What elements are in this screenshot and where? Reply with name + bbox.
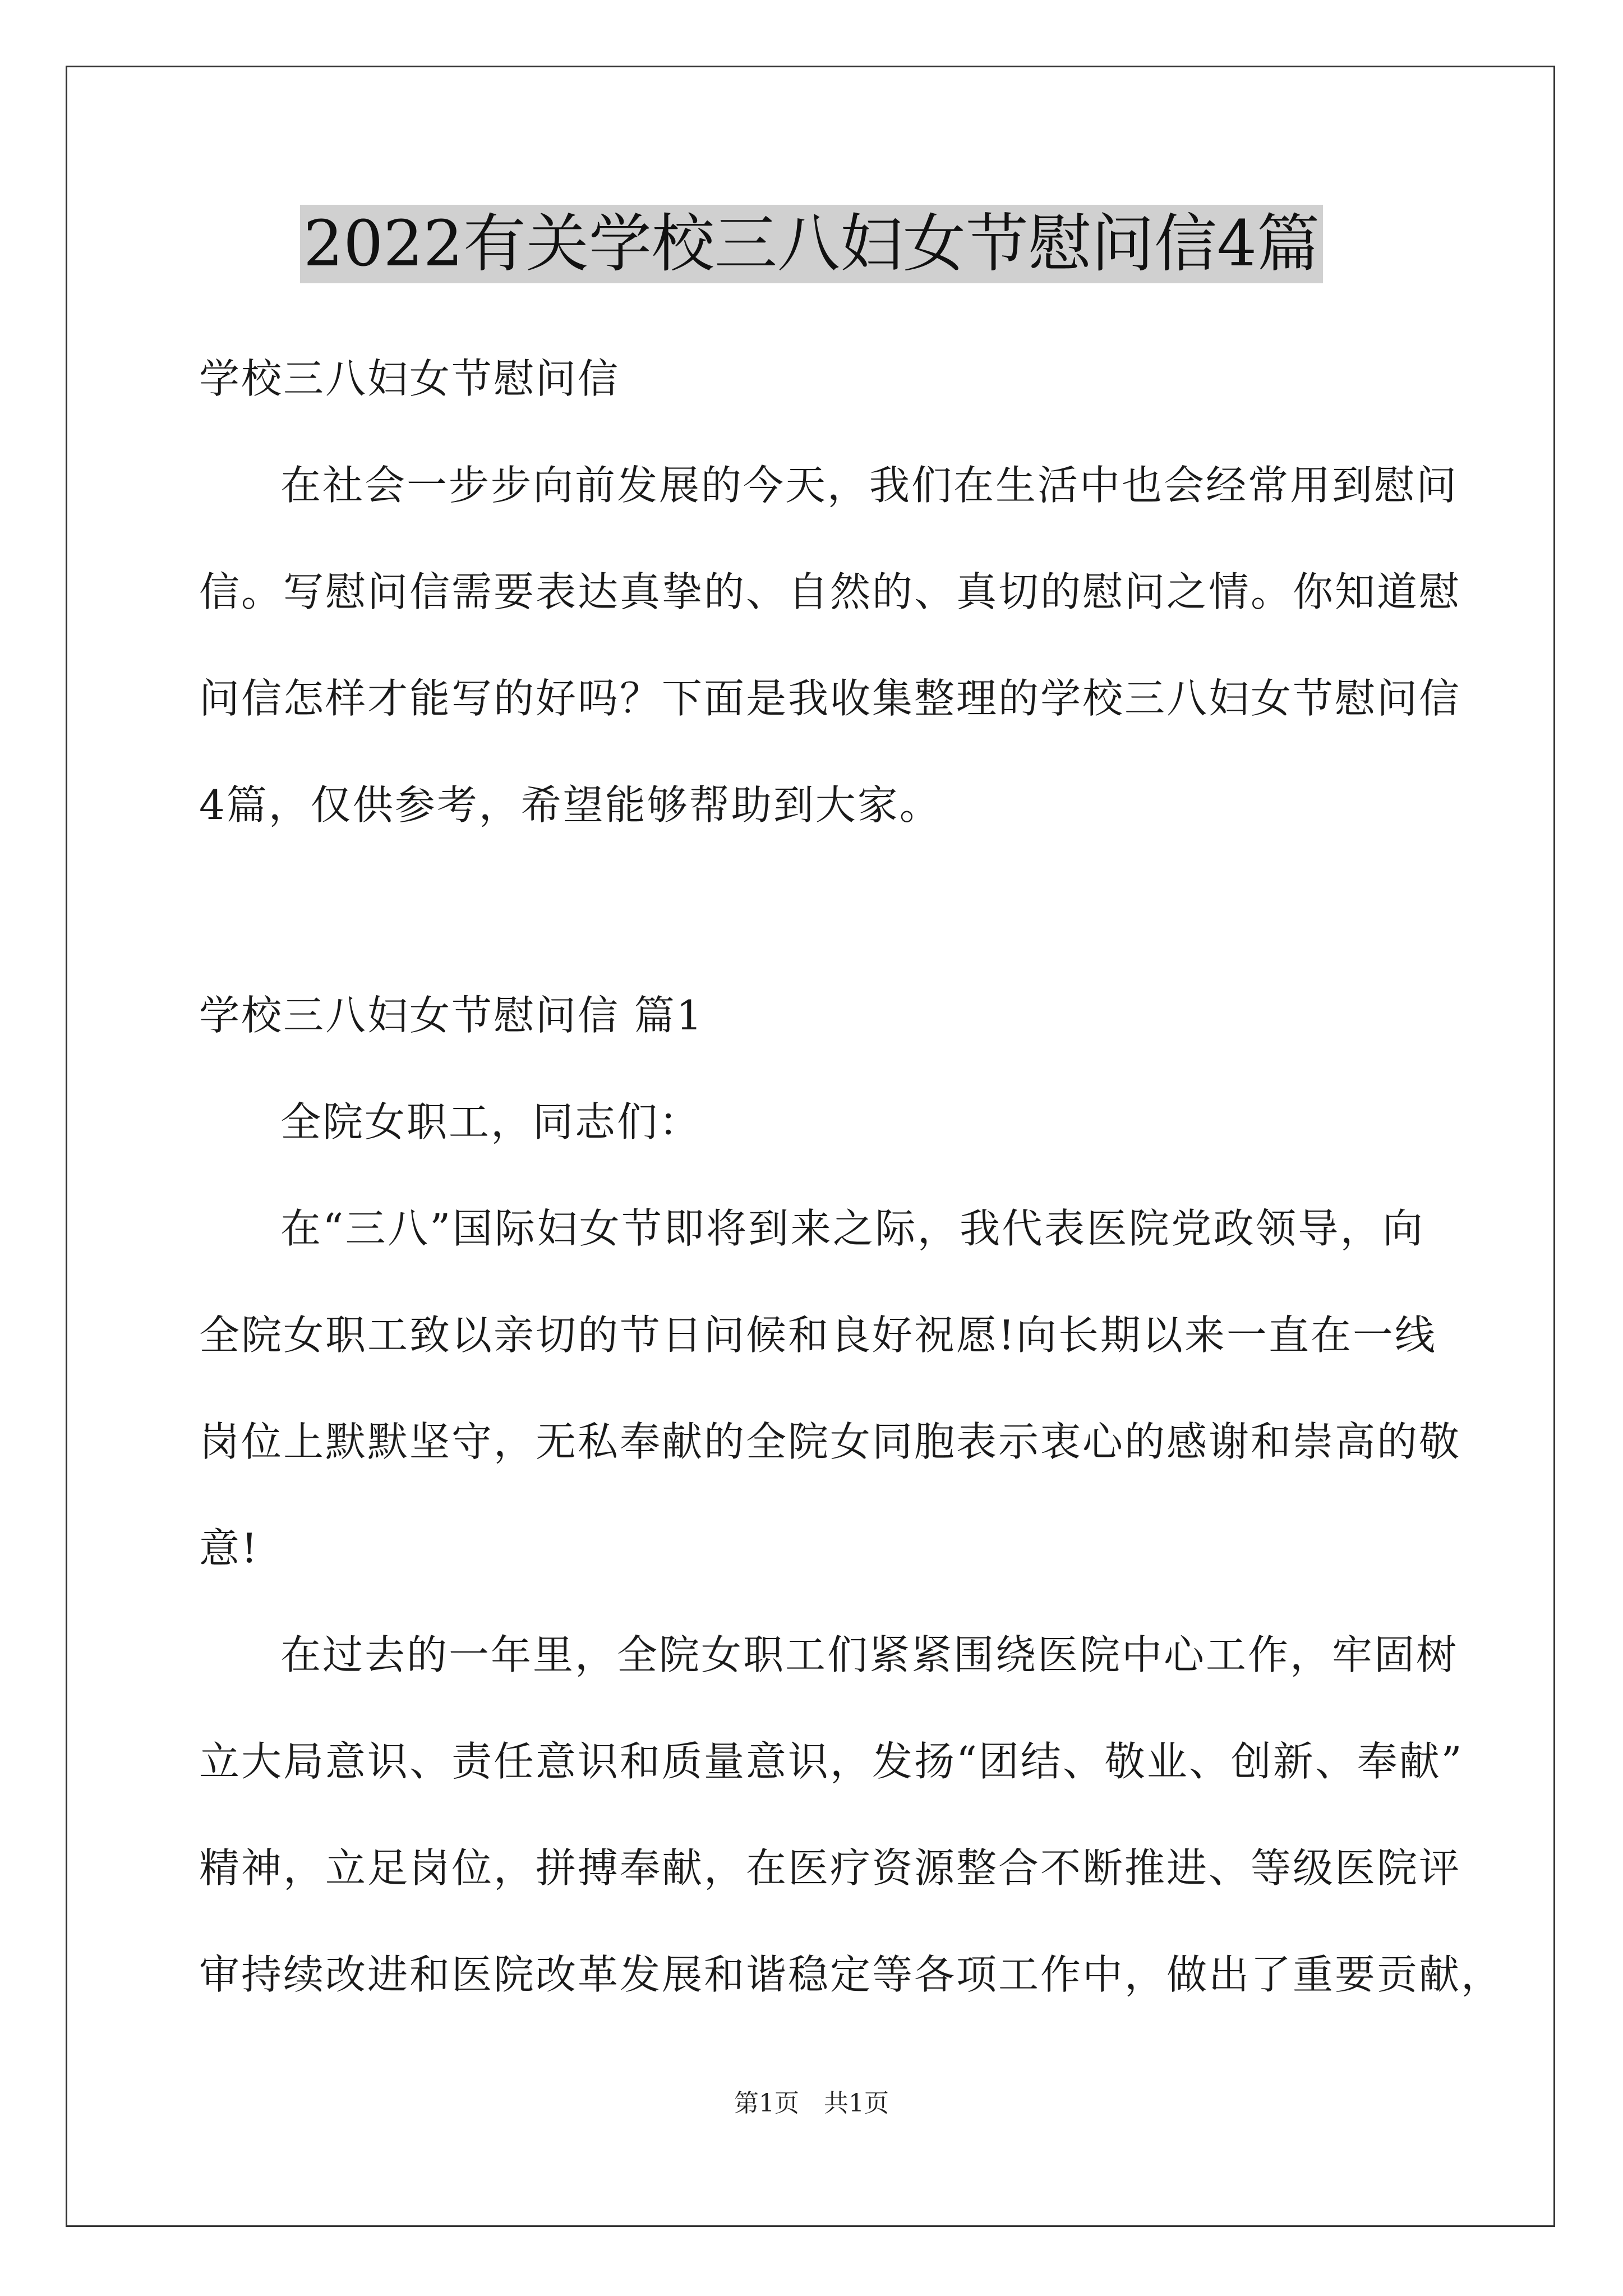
paragraph-line: 在过去的一年里，全院女职工们紧紧围绕医院中心工作，牢固树 — [280, 1631, 1459, 1678]
paragraph-line: 审持续改进和医院改革发展和谐稳定等各项工作中，做出了重要贡献， — [199, 1951, 1504, 1998]
document-title: 2022有关学校三八妇女节慰问信4篇 — [300, 205, 1323, 283]
paragraph-line: 精神，立足岗位，拼搏奉献，在医疗资源整合不断推进、等级医院评 — [199, 1844, 1461, 1892]
paragraph-line: 岗位上默默坚守，无私奉献的全院女同胞表示衷心的感谢和崇高的敬 — [199, 1418, 1461, 1465]
paragraph-line: 在社会一步步向前发展的今天，我们在生活中也会经常用到慰问 — [280, 462, 1459, 509]
paragraph-line: 全院女职工致以亲切的节日问候和良好祝愿!向长期以来一直在一线 — [199, 1312, 1437, 1359]
paragraph-line: 在“三八”国际妇女节即将到来之际，我代表医院党政领导，向 — [280, 1205, 1424, 1252]
page-footer: 第1页 共1页 — [734, 2089, 889, 2118]
paragraph-line: 信。写慰问信需要表达真挚的、自然的、真切的慰问之情。你知道慰 — [199, 568, 1461, 615]
paragraph-line: 意! — [199, 1525, 259, 1572]
paragraph-line: 立大局意识、责任意识和质量意识，发扬“团结、敬业、创新、奉献” — [199, 1738, 1464, 1785]
paragraph-line: 问信怎样才能写的好吗？下面是我收集整理的学校三八妇女节慰问信 — [199, 675, 1461, 722]
title-wrapper — [0, 205, 1623, 283]
section-heading-part-1: 学校三八妇女节慰问信 篇1 — [199, 992, 704, 1039]
salutation: 全院女职工，同志们： — [280, 1098, 702, 1145]
section-heading-intro: 学校三八妇女节慰问信 — [199, 355, 620, 402]
paragraph-line: 4篇，仅供参考，希望能够帮助到大家。 — [199, 781, 942, 829]
